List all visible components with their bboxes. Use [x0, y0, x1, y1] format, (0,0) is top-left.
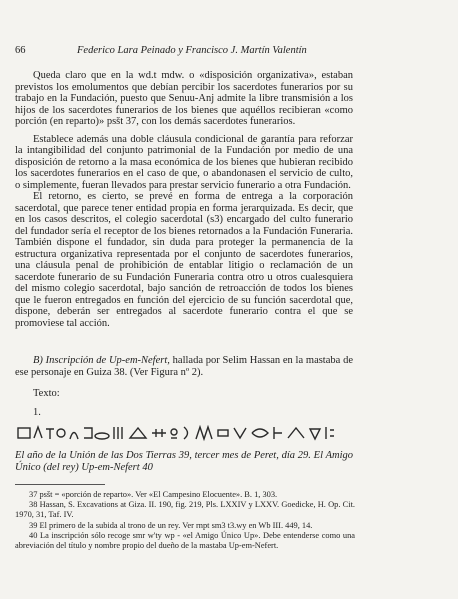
- footnote-38: 38 Hassan, S. Excavations at Giza. II. 190, fig. 219, Pls. LXXIV y LXXV. Goedicke, H. Op. Cit. 1970, 31, Taf. IV.: [15, 500, 355, 520]
- paragraph-3: El retorno, es cierto, se prevé en forma de entrega a la corporación sacerdotal, que parece tener entidad propia en forma jerarquizada. Es decir, que en los casos descritos, el colegio sacerdotal (s3) encargado del culto funerario del fundador sería el receptor de los bienes retornados a la Fundación Funeraria. También dispone el fundador, sin duda para proteger la permanencia de la estructura organizativa representada por el conjunto de sacerdotes funerarios, una cláusula penal de prohibición de entablar litigio o reclamación de un sacerdote funerario de su Fundación Funeraria contra otro u otros cualesquiera del mismo colegio sacerdotal, bajo sanción de retroacción de todos los bienes que le fueron entregados en función del ejercicio de su función sacerdotal que, dispone, deberán ser entregados al sacerdote funerario contra el que se promoviese tal acción.: [15, 191, 353, 329]
- running-header: [15, 45, 438, 59]
- page-number: 66: [15, 45, 26, 56]
- line-number: 1.: [33, 407, 41, 418]
- footnote-40: 40 La inscripción sólo recoge smr w'ty wp - «el Amigo Único Up». Debe entenderse como una abreviación del título y nombre propio del dueño de la mastaba Up-em-Nefert.: [15, 530, 355, 551]
- body-text: [15, 70, 353, 335]
- footnotes: [15, 490, 355, 551]
- footnote-rule: [15, 484, 105, 485]
- running-title: Federico Lara Peinado y Francisco J. Martín Valentín: [77, 45, 307, 56]
- footnote-39: 39 El primero de la subida al trono de un rey. Ver rnpt sm3 t3.wy en Wb III. 449, 14.: [29, 520, 313, 530]
- footnote-37: 37 psšt = «porción de reparto». Ver «El Campesino Elocuente». B. 1, 303.: [29, 490, 278, 499]
- section-b-lead: B) Inscripción de Up-em-Nefert,: [33, 355, 170, 366]
- paragraph-2: Establece además una doble cláusula condicional de garantía para reforzar la intangibilidad del conjunto patrimonial de la Fundación por medio de una disposición de retorno a la masa económica de los bienes que hubieran recibido los sacerdotes funerarios en el caso de que, o abandonasen el servicio de culto, o simplemente, fueran llevados para prestar servicio funerario a otra Fundación.: [15, 133, 353, 191]
- hieroglyph-line: [16, 424, 338, 442]
- texto-label: Texto:: [33, 388, 60, 399]
- section-b-rest: hallada por Selim Hassan en la mastaba de ese personaje en Guiza 38. (Ver Figura nº 2).: [15, 355, 353, 378]
- section-b: [15, 355, 353, 379]
- translation: El año de la Unión de las Dos Tierras 39, tercer mes de Peret, día 29. El Amigo Único (del rey) Up-em-Nefert 40: [15, 450, 353, 473]
- paragraph-1: Queda claro que en la wd.t mdw. o «disposición organizativa», estaban previstos los emolumentos que debían percibir los sacerdotes funerarios por su trabajo en la Fundación, puesto que Senuu-Anj admite la libre transmisión a los hijos de los sacerdotes funerarios de los bienes que aquéllos recibieran «como porción (en reparto)» psšt 37, con los demás sacerdotes funerarios.: [15, 70, 353, 127]
